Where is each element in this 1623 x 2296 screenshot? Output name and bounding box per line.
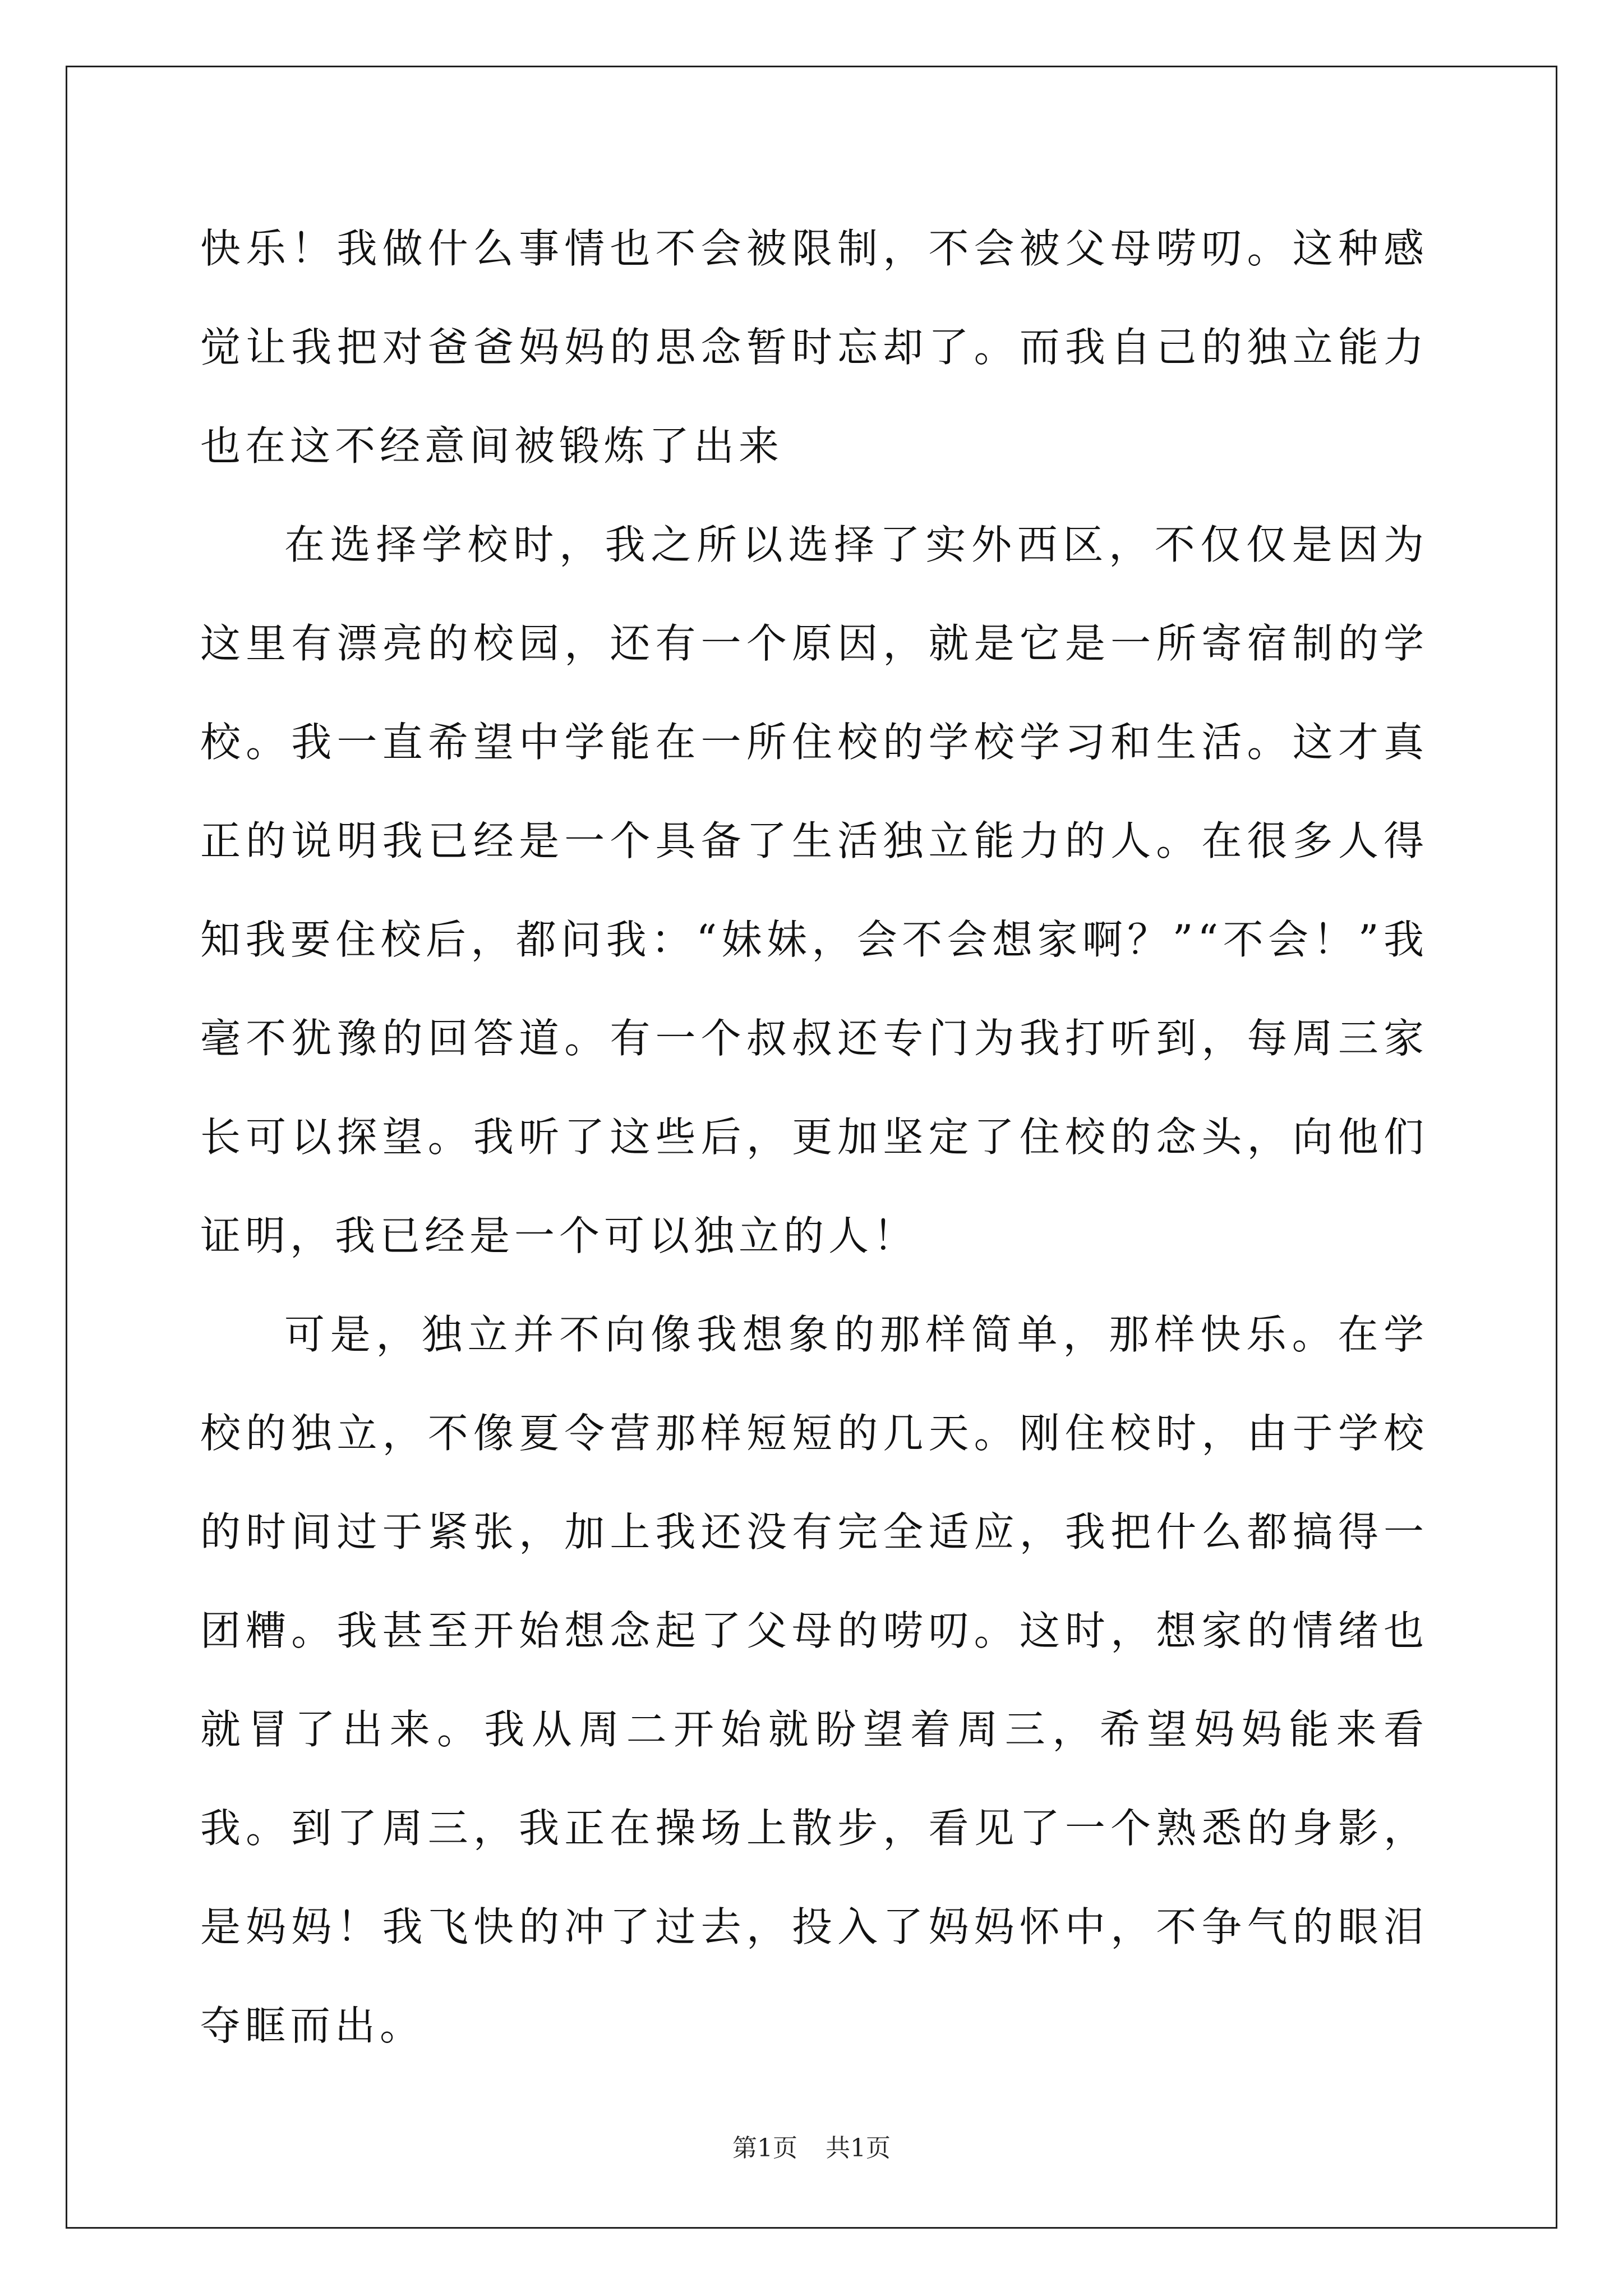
paragraph-2: 在选择学校时，我之所以选择了实外西区，不仅仅是因为这里有漂亮的校园，还有一个原因，就是它是一所寄宿制的学校。我一直希望中学能在一所住校的学校学习和生活。这才真正的说明我已经是一个具备了生活独立能力的人。在很多人得知我要住校后，都问我：“妹妹，会不会想家啊？”“不会！”我毫不犹豫的回答道。有一个叔叔还专门为我打听到，每周三家长可以探望。我听了这些后，更加坚定了住校的念头，向他们证明，我已经是一个可以独立的人！ bbox=[200, 521, 1428, 1259]
paragraph-1: 快乐！我做什么事情也不会被限制，不会被父母唠叨。这种感觉让我把对爸爸妈妈的思念暂时忘却了。而我自己的独立能力也在这不经意间被锻炼了出来 bbox=[200, 225, 1428, 470]
paragraph-3: 可是，独立并不向像我想象的那样简单，那样快乐。在学校的独立，不像夏令营那样短短的几天。刚住校时，由于学校的时间过于紧张，加上我还没有完全适应，我把什么都搞得一团糟。我甚至开始想念起了父母的唠叨。这时，想家的情绪也就冒了出来。我从周二开始就盼望着周三，希望妈妈能来看我。到了周三，我正在操场上散步，看见了一个熟悉的身影，是妈妈！我飞快的冲了过去，投入了妈妈怀中，不争气的眼泪夺眶而出。 bbox=[200, 1311, 1428, 2049]
page-footer bbox=[0, 2132, 1623, 2165]
document-body bbox=[200, 199, 1428, 2075]
page-total: 共1页 bbox=[826, 2134, 891, 2162]
page-number: 第1页 bbox=[732, 2134, 797, 2162]
